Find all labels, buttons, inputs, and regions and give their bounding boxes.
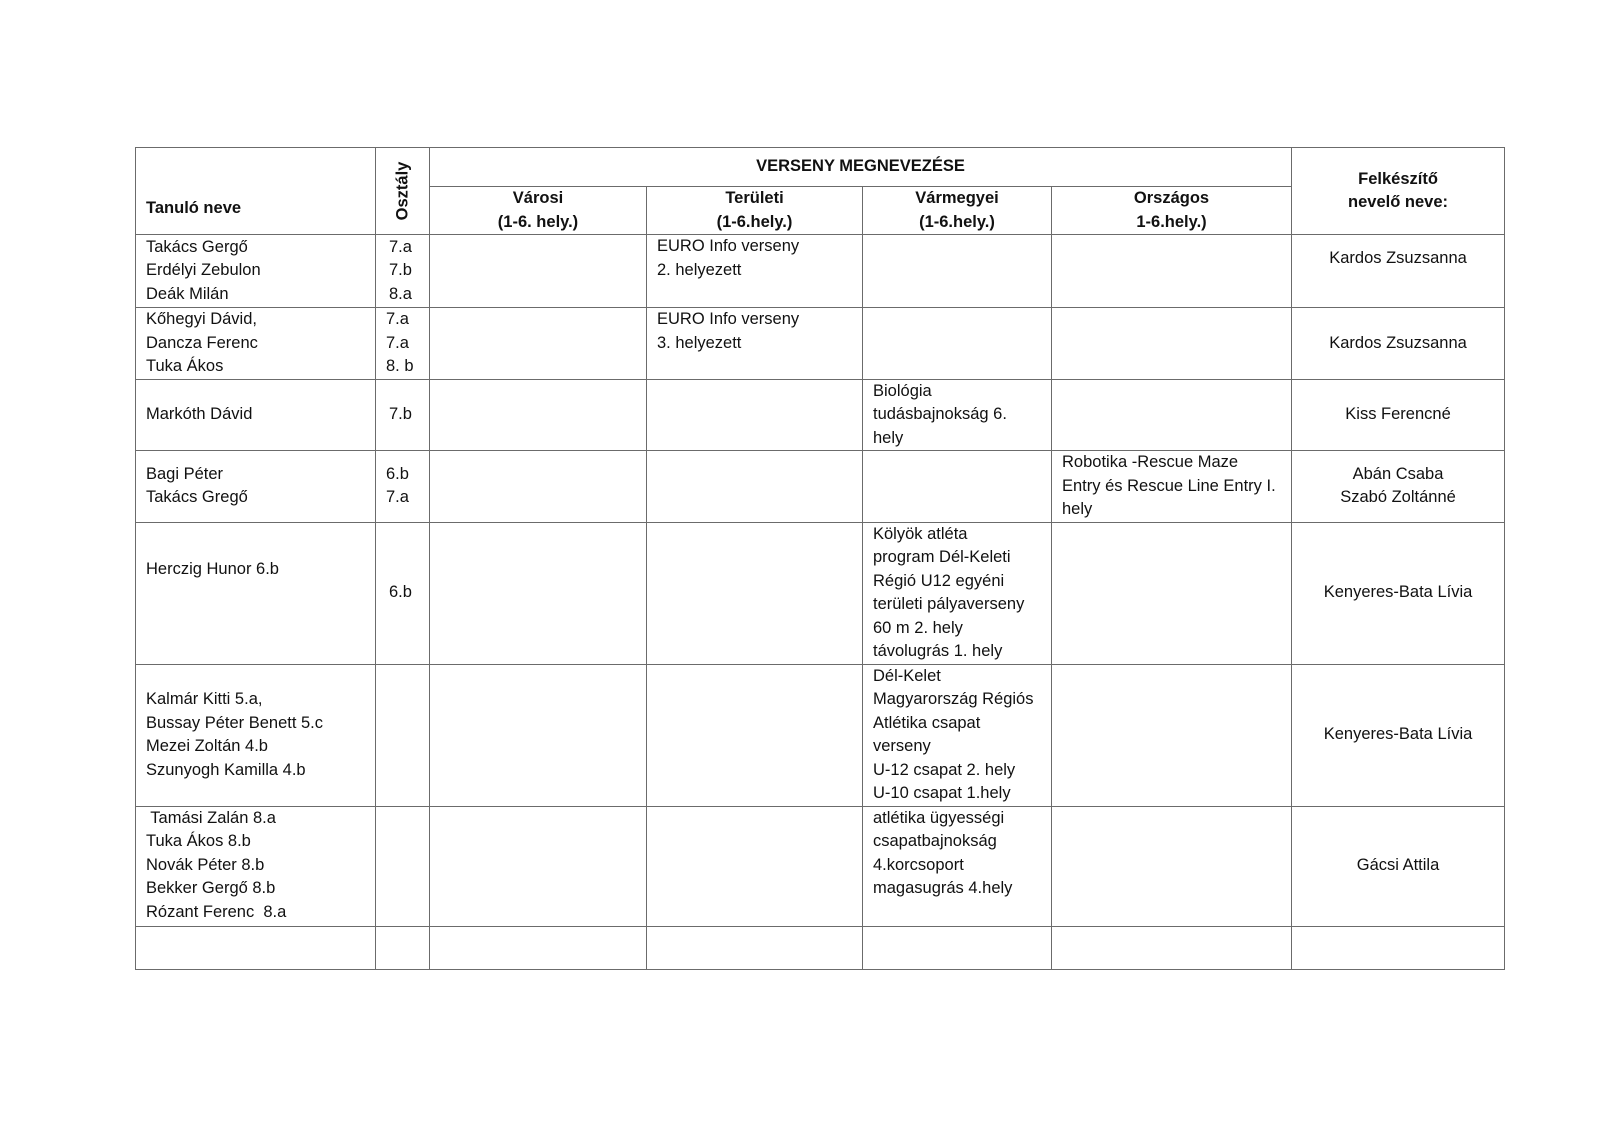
teruleti-cell bbox=[647, 522, 863, 664]
varosi-cell bbox=[430, 451, 647, 523]
students-cell bbox=[136, 308, 376, 380]
header-level-varosi bbox=[430, 187, 647, 235]
header-teacher bbox=[1292, 148, 1505, 235]
class-cell bbox=[376, 664, 430, 806]
header-competition: VERSENY MEGNEVEZÉSE bbox=[430, 148, 1292, 187]
class-value: 7.a bbox=[386, 488, 409, 507]
level-name: Városi bbox=[512, 189, 564, 207]
student-name: Szunyogh Kamilla 4.b bbox=[146, 760, 306, 779]
competition-results-table bbox=[135, 147, 1505, 970]
varmegyei-cell bbox=[863, 806, 1052, 926]
result-line: program Dél-Keleti bbox=[873, 548, 1011, 566]
result-line: hely bbox=[873, 428, 904, 447]
result-line: Dél-Kelet bbox=[873, 666, 941, 685]
result-line: hely bbox=[1062, 500, 1093, 518]
table-row bbox=[136, 451, 1505, 523]
result-line: 3. helyezett bbox=[657, 333, 742, 352]
orszagos-cell bbox=[1052, 379, 1292, 451]
teruleti-cell bbox=[647, 926, 863, 969]
class-value: 8.a bbox=[389, 284, 412, 303]
class-cell bbox=[376, 235, 430, 308]
teacher-cell bbox=[1292, 664, 1505, 806]
orszagos-cell bbox=[1052, 664, 1292, 806]
level-name: Területi bbox=[725, 189, 784, 207]
teacher-cell bbox=[1292, 806, 1505, 926]
class-value: 7.a bbox=[389, 237, 412, 256]
teacher-cell bbox=[1292, 451, 1505, 523]
varmegyei-cell bbox=[863, 664, 1052, 806]
varosi-cell bbox=[430, 664, 647, 806]
varosi-cell bbox=[430, 235, 647, 308]
teruleti-cell bbox=[647, 308, 863, 380]
table-row bbox=[136, 806, 1505, 926]
header-class bbox=[376, 148, 430, 235]
teacher-name: Szabó Zoltánné bbox=[1340, 488, 1456, 507]
student-name: Bagi Péter bbox=[146, 464, 224, 483]
header-student-name: Tanuló neve bbox=[136, 148, 376, 235]
level-range: 1-6.hely.) bbox=[1136, 212, 1207, 231]
students-cell bbox=[136, 664, 376, 806]
orszagos-cell bbox=[1052, 806, 1292, 926]
result-line: tudásbajnokság 6. bbox=[873, 405, 1007, 423]
varmegyei-cell bbox=[863, 235, 1052, 308]
result-line: U-12 csapat 2. hely bbox=[873, 760, 1016, 779]
varmegyei-cell bbox=[863, 308, 1052, 380]
header-row-1 bbox=[136, 148, 1505, 187]
class-cell bbox=[376, 926, 430, 969]
result-line: Magyarország Régiós bbox=[873, 690, 1034, 708]
header-class-label: Osztály bbox=[392, 161, 411, 221]
teacher-name: Kiss Ferencné bbox=[1345, 405, 1451, 423]
table-row bbox=[136, 235, 1505, 308]
table-row bbox=[136, 664, 1505, 806]
teacher-cell bbox=[1292, 926, 1505, 969]
header-teacher-line-2: nevelő neve: bbox=[1348, 193, 1448, 211]
varosi-cell bbox=[430, 522, 647, 664]
result-line: Kölyök atléta bbox=[873, 524, 968, 543]
result-line: verseny bbox=[873, 737, 931, 755]
class-cell bbox=[376, 379, 430, 451]
student-name: Dancza Ferenc bbox=[146, 333, 258, 352]
result-line: Biológia bbox=[873, 381, 932, 400]
class-value: 7.b bbox=[389, 261, 412, 280]
table-row-empty bbox=[136, 926, 1505, 969]
class-cell bbox=[376, 522, 430, 664]
student-name: Mezei Zoltán 4.b bbox=[146, 737, 268, 755]
student-name: Deák Milán bbox=[146, 284, 229, 303]
student-name: Markóth Dávid bbox=[146, 405, 253, 423]
student-name: Bekker Gergő 8.b bbox=[146, 879, 276, 897]
teruleti-cell bbox=[647, 379, 863, 451]
students-cell bbox=[136, 451, 376, 523]
varosi-cell bbox=[430, 806, 647, 926]
varmegyei-cell bbox=[863, 926, 1052, 969]
class-cell bbox=[376, 451, 430, 523]
student-name: Tamási Zalán 8.a bbox=[146, 808, 276, 827]
result-line: Atlétika csapat bbox=[873, 713, 981, 732]
students-cell bbox=[136, 522, 376, 664]
result-line: magasugrás 4.hely bbox=[873, 879, 1013, 897]
class-value: 8. b bbox=[386, 357, 414, 375]
result-line: EURO Info verseny bbox=[657, 310, 800, 328]
student-name: Kőhegyi Dávid, bbox=[146, 310, 257, 328]
orszagos-cell bbox=[1052, 308, 1292, 380]
level-range: (1-6.hely.) bbox=[919, 212, 995, 231]
student-name: Kalmár Kitti 5.a, bbox=[146, 690, 263, 708]
varmegyei-cell bbox=[863, 451, 1052, 523]
header-level-varmegyei bbox=[863, 187, 1052, 235]
student-name: Takács Gregő bbox=[146, 488, 248, 507]
student-name: Herczig Hunor 6.b bbox=[146, 559, 279, 578]
student-name: Rózant Ferenc 8.a bbox=[146, 902, 287, 921]
teruleti-cell bbox=[647, 664, 863, 806]
result-line: Régió U12 egyéni bbox=[873, 571, 1005, 590]
level-range: (1-6. hely.) bbox=[497, 212, 579, 231]
teacher-name: Gácsi Attila bbox=[1356, 856, 1440, 875]
class-value: 6.b bbox=[389, 583, 412, 602]
class-cell bbox=[376, 308, 430, 380]
orszagos-cell bbox=[1052, 451, 1292, 523]
result-line: csapatbajnokság bbox=[873, 832, 997, 850]
teacher-name: Kardos Zsuzsanna bbox=[1329, 249, 1467, 267]
result-line: U-10 csapat 1.hely bbox=[873, 784, 1011, 802]
teacher-name: Kenyeres-Bata Lívia bbox=[1323, 583, 1473, 602]
teruleti-cell bbox=[647, 806, 863, 926]
teacher-cell bbox=[1292, 308, 1505, 380]
student-name: Tuka Ákos bbox=[146, 357, 224, 375]
varosi-cell bbox=[430, 379, 647, 451]
student-name: Novák Péter 8.b bbox=[146, 855, 265, 874]
header-level-teruleti bbox=[647, 187, 863, 235]
level-name: Vármegyei bbox=[915, 189, 999, 207]
orszagos-cell bbox=[1052, 926, 1292, 969]
result-line: távolugrás 1. hely bbox=[873, 642, 1003, 660]
result-line: atlétika ügyességi bbox=[873, 808, 1005, 827]
students-cell bbox=[136, 806, 376, 926]
varosi-cell bbox=[430, 308, 647, 380]
students-cell bbox=[136, 926, 376, 969]
table-row bbox=[136, 308, 1505, 380]
orszagos-cell bbox=[1052, 522, 1292, 664]
table-row bbox=[136, 522, 1505, 664]
result-line: Entry és Rescue Line Entry I. bbox=[1062, 476, 1276, 495]
class-value: 6.b bbox=[386, 464, 409, 483]
result-line: Robotika -Rescue Maze bbox=[1062, 453, 1239, 471]
header-level-orszagos bbox=[1052, 187, 1292, 235]
teruleti-cell bbox=[647, 235, 863, 308]
varmegyei-cell bbox=[863, 522, 1052, 664]
result-line: 4.korcsoport bbox=[873, 855, 964, 874]
class-value: 7.a bbox=[386, 310, 409, 328]
teacher-cell bbox=[1292, 522, 1505, 664]
table-row bbox=[136, 379, 1505, 451]
result-line: területi pályaverseny bbox=[873, 595, 1025, 613]
teacher-name: Abán Csaba bbox=[1352, 464, 1444, 483]
level-range: (1-6.hely.) bbox=[716, 212, 793, 231]
student-name: Bussay Péter Benett 5.c bbox=[146, 713, 324, 732]
student-name: Takács Gergő bbox=[146, 237, 248, 256]
class-value: 7.b bbox=[389, 405, 412, 423]
student-name: Erdélyi Zebulon bbox=[146, 261, 261, 280]
varmegyei-cell bbox=[863, 379, 1052, 451]
teacher-cell bbox=[1292, 379, 1505, 451]
result-line: 2. helyezett bbox=[657, 260, 742, 279]
orszagos-cell bbox=[1052, 235, 1292, 308]
teruleti-cell bbox=[647, 451, 863, 523]
student-name: Tuka Ákos 8.b bbox=[146, 832, 251, 850]
teacher-name: Kardos Zsuzsanna bbox=[1329, 333, 1467, 352]
students-cell bbox=[136, 379, 376, 451]
header-teacher-line-1: Felkészítő bbox=[1358, 169, 1438, 188]
result-line: 60 m 2. hely bbox=[873, 618, 963, 637]
class-cell bbox=[376, 806, 430, 926]
teacher-cell bbox=[1292, 235, 1505, 308]
class-value: 7.a bbox=[386, 333, 409, 352]
level-name: Országos bbox=[1133, 189, 1210, 207]
result-line: EURO Info verseny bbox=[657, 237, 800, 255]
students-cell bbox=[136, 235, 376, 308]
varosi-cell bbox=[430, 926, 647, 969]
teacher-name: Kenyeres-Bata Lívia bbox=[1323, 725, 1473, 744]
